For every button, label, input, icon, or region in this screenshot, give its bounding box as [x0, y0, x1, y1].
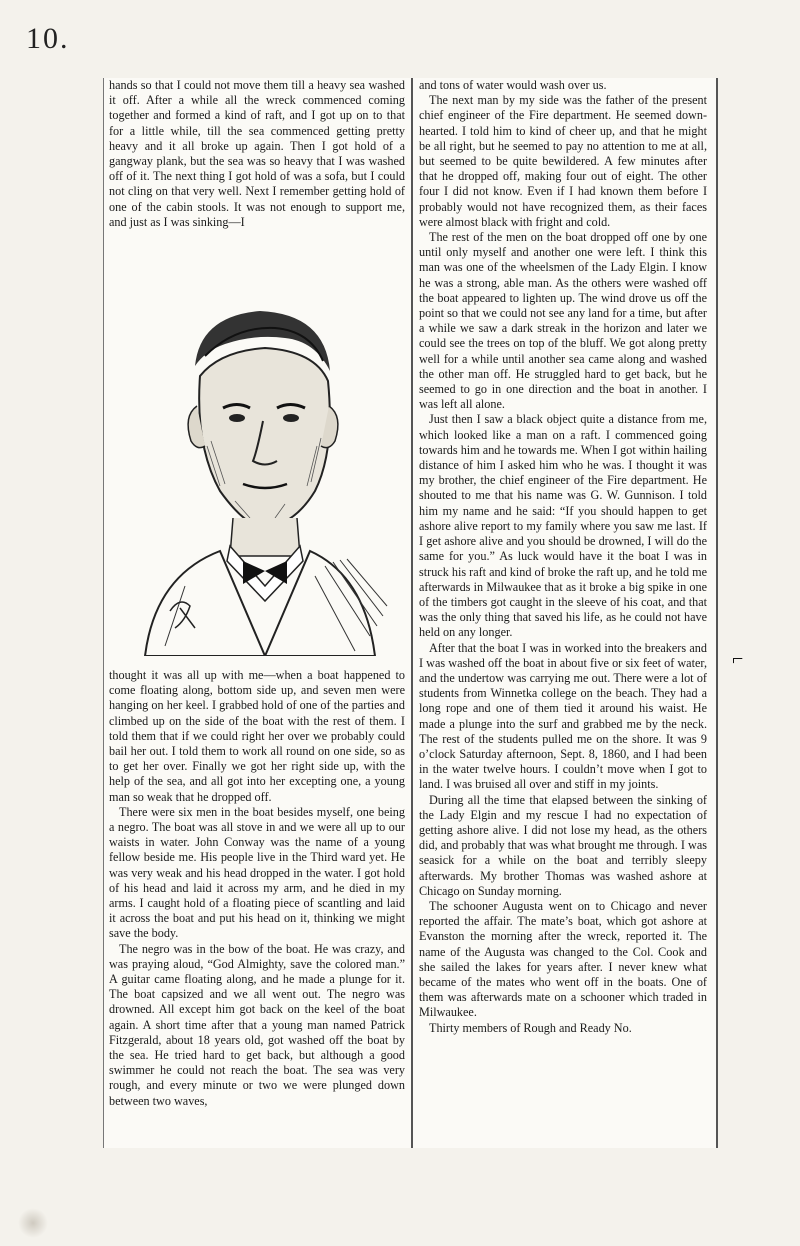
paragraph: The rest of the men on the boat dropped off one by one until only myself and another one were left. I think this man was one of the wheelsmen of the Lady Elgin. I know he was a strong, able man. As the others were washed off the boat appeared to lighten up. The wind drove us off the point so that we could not see any land for a time, but after a while we saw a dark streak in the horizon and later we could see the trees on top of the bluff. We got along pretty well for a while until another sea came along and washed the other man off. He struggled hard to get back, but he seemed to go in one direction and the boat in another. I was left all alone. — [419, 230, 707, 412]
article-text-left-top — [103, 78, 411, 246]
paragraph: thought it was all up with me—when a boat happened to come floating along, bottom side up, and seven men were hanging on her keel. I grabbed hold of one of the parties and climbed up on the side of the boat with the rest of them. I told them that if we could right her over we probably could bail her out. I told them to work all round on one side, so as to get her over. Finally we got her right side up, with the help of the sea, and all got into her excepting one, a young man so weak that he dropped off. — [109, 668, 405, 804]
page-smudge — [18, 1208, 48, 1238]
paragraph: Just then I saw a black object quite a distance from me, which looked like a man on a raft. I commenced going towards him and he towards me. When I got within hailing distance of him I asked him who he was. I thought it was my brother, the chief engineer of the Fire department. He shouted to me that his name was G. W. Gunnison. I told him my name and he said: “If you should happen to get ashore alive report to my family where you saw me last. If I get ashore alive and you should be drowned, I will do the same for you.” As luck would have it the boat I was in struck his raft and kind of broke the raft up, and he told me afterwards in Milwaukee that as it broke a big spike in one of the timbers got caught in the sleeve of his coat, and that was the only thing that saved his life, as he could not have held on any longer. — [419, 412, 707, 640]
paragraph: and tons of water would wash over us. — [419, 78, 607, 92]
article-text-right — [413, 78, 713, 1148]
paragraph: hands so that I could not move them till a heavy sea washed it off. After a while all the wreck commenced coming together and formed a kind of raft, and I got up on to that for a little while, till the sea commenced getting pretty heavy and it all broke up again. Then I got hold of a gangway plank, but the sea was so heavy that I was washed off of it. The next thing I got hold of was a sofa, but I could not cling on that very well. Next I remember getting hold of one of the cabin stools. It was not enough to support me, and just as I was sinking—I — [109, 78, 405, 229]
paragraph: The negro was in the bow of the boat. He was crazy, and was praying aloud, “God Almighty, save the colored man.” A guitar came floating along, and he made a plunge for it. The boat capsized and we all went out. The negro was drowned. All except him got back on the keel of the boat again. A short time after that a young man named Patrick Fitzgerald, about 18 years old, got washed off the boat by the sea. He tried hard to get back, but although a good swimmer he could not reach the boat. The sea was very rough, and every minute or two we were plunged down between two waves, — [109, 941, 405, 1108]
page-number: 10. — [26, 22, 70, 55]
paragraph: The schooner Augusta went on to Chicago and never reported the affair. The mate’s boat, which got ashore at Evanston the morning after the wreck, reported it. The name of the Augusta was changed to the Col. Cook and she sailed the lakes for years after. I never knew what became of the mates who went off in the boats. One of them was afterwards mate on a schooner which traded in Milwaukee. — [419, 898, 707, 1020]
paragraph: There were six men in the boat besides myself, one being a negro. The boat was all stove in and we were all up to our waists in water. John Conway was the name of a young fellow beside me. His people live in the Third ward yet. He was very weak and his head dropped in the water. I got hold of his head and laid it across my arm, and he died in my arms. I caught hold of a floating piece of scantling and laid it across the boat and put his head on it, thinking we might save the body. — [109, 804, 405, 941]
paragraph: Thirty members of Rough and Ready No. — [429, 1020, 632, 1035]
portrait-engraving — [125, 256, 395, 656]
clipping-right-column — [413, 78, 718, 1148]
paragraph: During all the time that elapsed between the sinking of the Lady Elgin and my rescue I had no expectation of getting ashore alive. I did not lose my head, as the others did, and probably that was what brought me through. I was seasick for a while on the boat and terribly sleepy afterwards. My brother Thomas was washed ashore at Chicago on Sunday morning. — [419, 792, 707, 898]
paragraph: After that the boat I was in worked into the breakers and I was washed off the boat in about five or six feet of water, and the undertow was carrying me out. There were a lot of students from Winnetka college on the beach. They had a long rope and one of them tied it around his waist. He made a plunge into the surf and grabbed me by the neck. The rest of the students pulled me on the shore. It was 9 o’clock Saturday afternoon, Sept. 8, 1860, and I had been in the water twelve hours. I couldn’t move when I got to land. I was bruised all over and stiff in my joints. — [419, 640, 707, 792]
margin-pen-mark: ⌐ — [732, 648, 744, 670]
clipping-left-column — [103, 78, 413, 1148]
paragraph: The next man by my side was the father of the present chief engineer of the Fire department. He seemed down-hearted. I told him to kind of cheer up, and that he might be all right, but he seemed to pay no attention to me at all, but seemed to be quite bewildered. A few minutes after that he dropped off, making four out of eight. The other four I did not know. Even if I had known them before I probably would not have recognized them, as their faces were almost black with fright and cold. — [419, 93, 707, 229]
article-text-left-bottom — [103, 668, 411, 1148]
